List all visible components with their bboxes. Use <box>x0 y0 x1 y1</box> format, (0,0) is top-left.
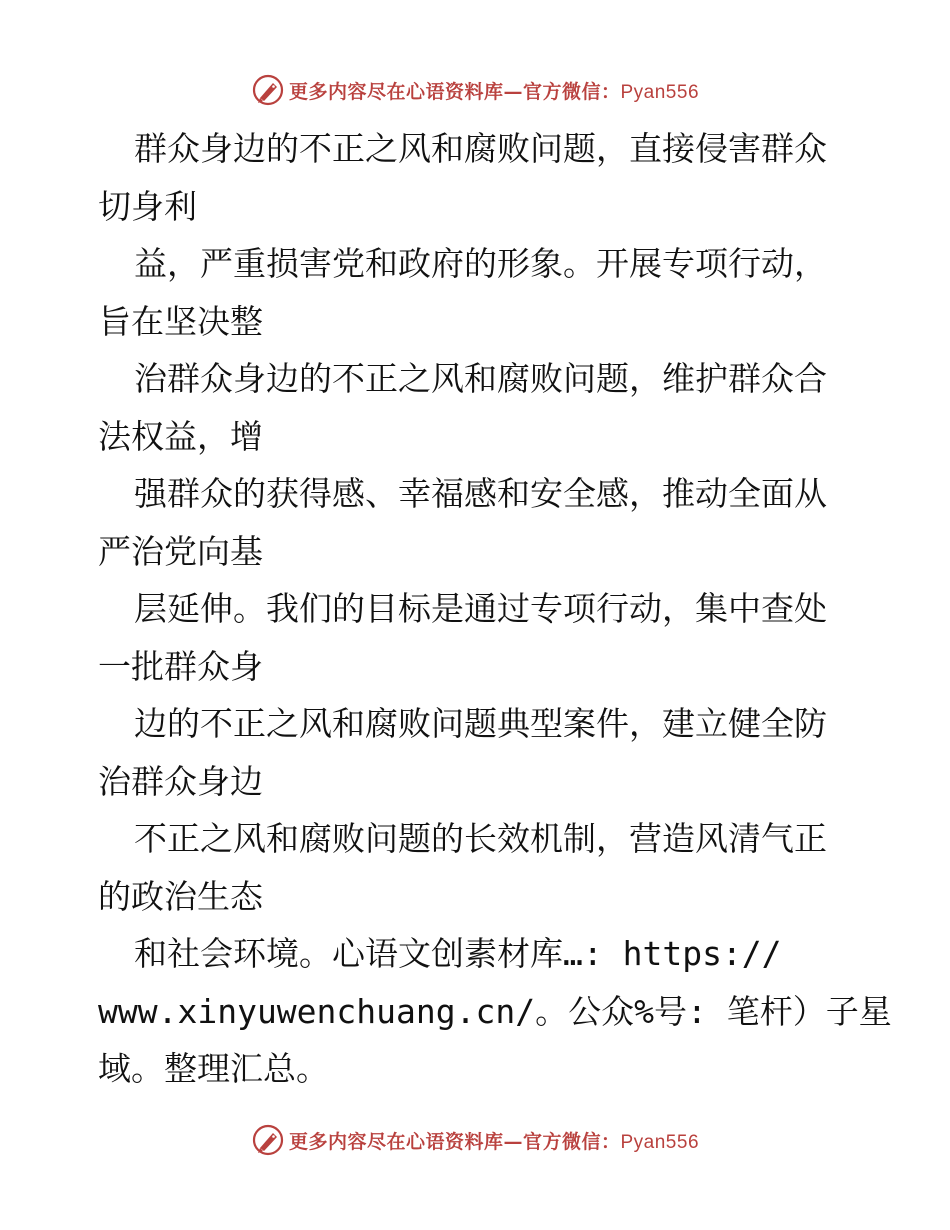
footer-wechat-handle: Pyan556 <box>620 1131 700 1153</box>
body-line: 治群众身边的不正之风和腐败问题，维护群众合 <box>134 359 827 398</box>
pen-nib-logo-icon <box>251 73 285 107</box>
body-line: 的政治生态 <box>98 876 263 916</box>
body-line: 严治党向基 <box>98 531 263 571</box>
body-line: www.xinyuwenchuang.cn/。公众%号: 笔杆）子星 <box>98 991 892 1031</box>
body-line: 益，严重损害党和政府的形象。开展专项行动， <box>134 244 827 283</box>
body-line: 旨在坚决整 <box>98 301 263 341</box>
pen-nib-logo-icon <box>251 1123 285 1157</box>
body-line: 边的不正之风和腐败问题典型案件，建立健全防 <box>134 704 827 743</box>
header-banner-text: 更多内容尽在心语资料库—官方微信：Pyan556 <box>288 80 700 103</box>
body-line: 一批群众身 <box>98 646 263 686</box>
body-line: 法权益，增 <box>98 416 263 456</box>
body-line: 不正之风和腐败问题的长效机制，营造风清气正 <box>134 819 827 858</box>
body-line: 层延伸。我们的目标是通过专项行动，集中查处 <box>134 589 827 628</box>
footer-banner-text: 更多内容尽在心语资料库—官方微信：Pyan556 <box>288 1130 700 1153</box>
header-wechat-handle: Pyan556 <box>620 81 700 103</box>
footer-watermark-banner <box>0 1122 950 1158</box>
body-line: 强群众的获得感、幸福感和安全感，推动全面从 <box>134 474 827 513</box>
body-line: 群众身边的不正之风和腐败问题，直接侵害群众 <box>134 129 827 168</box>
document-body <box>98 120 892 1098</box>
body-line: 治群众身边 <box>98 761 263 801</box>
body-line: 和社会环境。心语文创素材库…: https:// <box>134 934 782 973</box>
header-watermark-banner <box>0 72 950 108</box>
body-line: 域。整理汇总。 <box>98 1049 329 1088</box>
body-line: 切身利 <box>98 186 197 226</box>
